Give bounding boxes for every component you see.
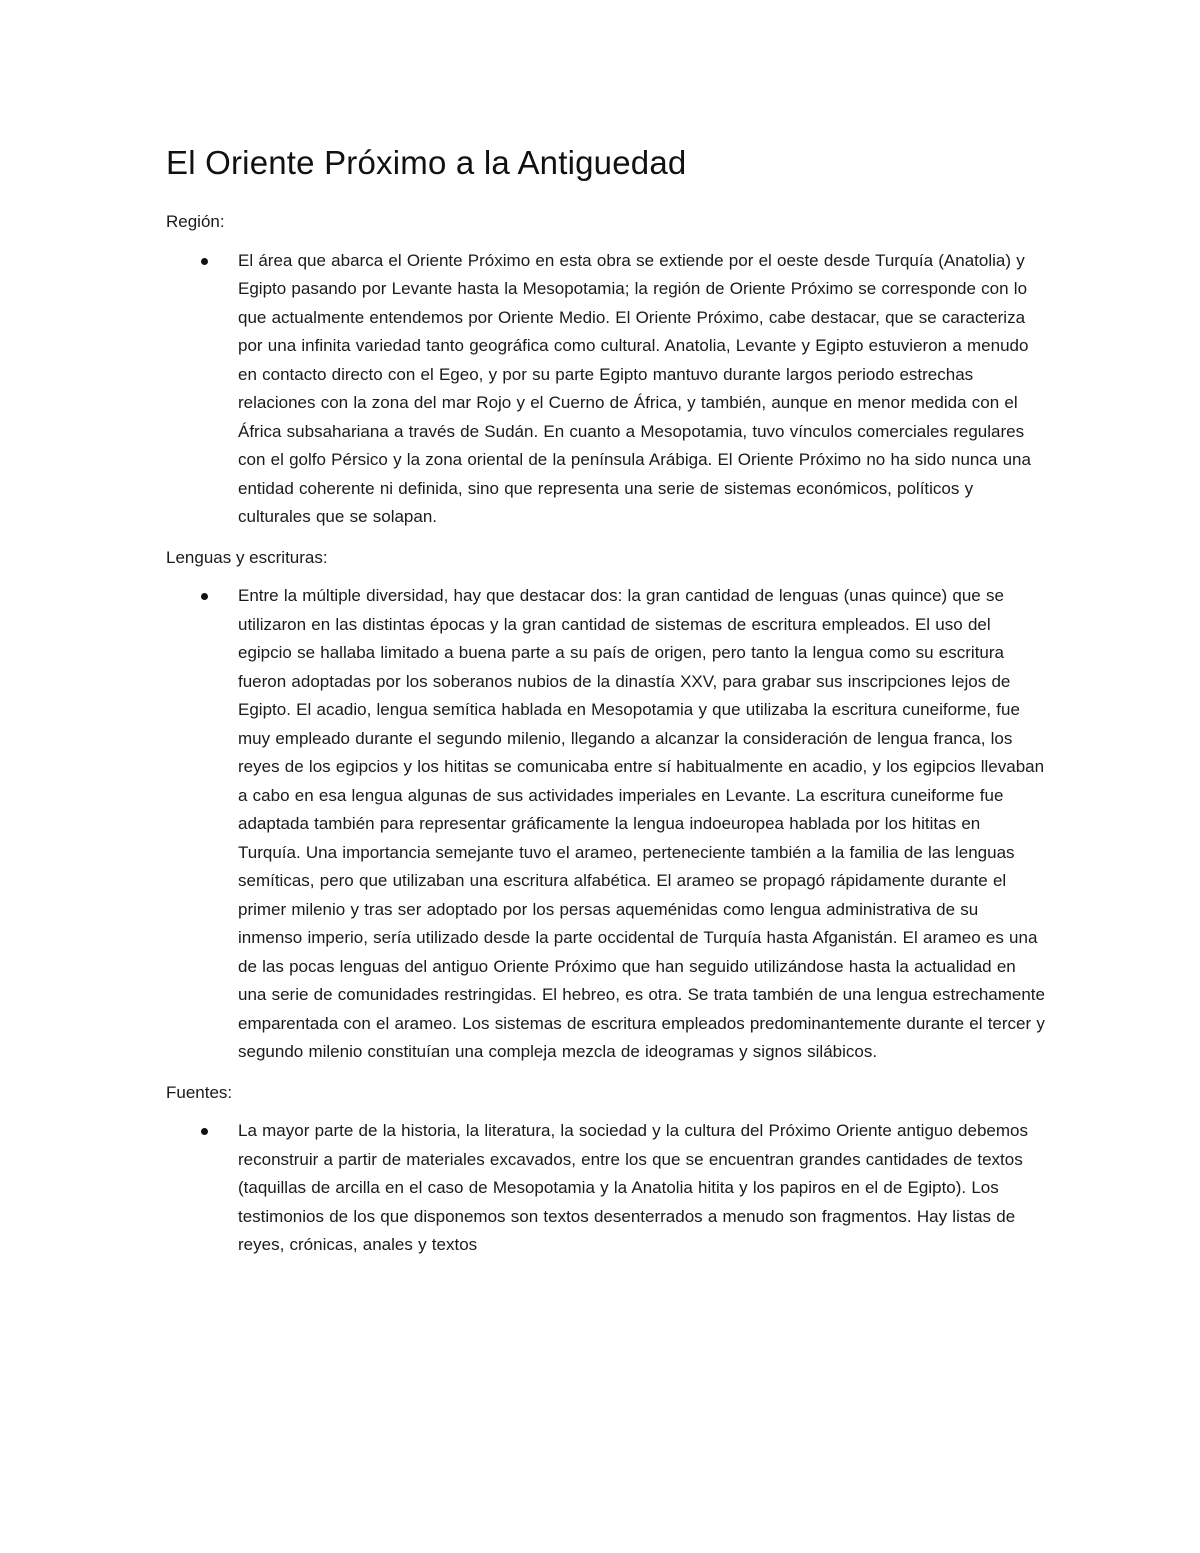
bullet-text: La mayor parte de la historia, la literatura, la sociedad y la cultura del Próximo Oriente antiguo debemos reconstruir a partir de materiales excavados, entre los que se encuentran grandes cantidades de textos (taquillas de arcilla en el caso de Mesopotamia y la Anatolia hitita y los papiros en el de Egipto). Los testimonios de los que disponemos son textos desenterrados a menudo son fragmentos. Hay listas de reyes, crónicas, anales y textos	[238, 1121, 1028, 1254]
list-item	[166, 582, 1046, 1067]
document-body	[166, 140, 1046, 1272]
bullet-icon	[201, 1128, 208, 1135]
section-heading-sources: Fuentes:	[166, 1082, 233, 1102]
document-title: El Oriente Próximo a la Antiguedad	[166, 144, 687, 181]
list-item	[166, 1117, 1046, 1260]
bullet-text: Entre la múltiple diversidad, hay que destacar dos: la gran cantidad de lenguas (unas quince) que se utilizaron en las distintas épocas y la gran cantidad de sistemas de escritura empleados. El uso del egipcio se hallaba limitado a buena parte a su país de origen, pero tanto la lengua como su escritura fueron adoptadas por los soberanos nubios de la dinastía XXV, para grabar sus inscripciones lejos de Egipto. El acadio, lengua semítica hablada en Mesopotamia y que utilizaba la escritura cuneiforme, fue muy empleado durante el segundo milenio, llegando a alcanzar la consideración de lengua franca, los reyes de los egipcios y los hititas se comunicaba entre sí habitualmente en acadio, y los egipcios llevaban a cabo en esa lengua algunas de sus actividades imperiales en Levante. La escritura cuneiforme fue adaptada también para representar gráficamente la lengua indoeuropea hablada por los hititas en Turquía. Una importancia semejante tuvo el arameo, perteneciente también a la familia de las lenguas semíticas, pero que utilizaban una escritura alfabética. El arameo se propagó rápidamente durante el primer milenio y tras ser adoptado por los persas aqueménidas como lengua administrativa de su inmenso imperio, sería utilizado desde la parte occidental de Turquía hasta Afganistán. El arameo es una de las pocas lenguas del antiguo Oriente Próximo que han seguido utilizándose hasta la actualidad en una serie de comunidades restringidas. El hebreo, es otra. Se trata también de una lengua estrechamente emparentada con el arameo. Los sistemas de escritura empleados predominantemente durante el tercer y segundo milenio constituían una compleja mezcla de ideogramas y signos silábicos.	[238, 586, 1045, 1061]
bullet-list-languages	[166, 582, 1046, 1067]
bullet-icon	[201, 593, 208, 600]
section-heading-languages: Lenguas y escrituras:	[166, 547, 328, 567]
bullet-list-sources	[166, 1117, 1046, 1260]
list-item	[166, 247, 1046, 532]
section-heading-region: Región:	[166, 212, 225, 231]
bullet-icon	[201, 258, 208, 265]
bullet-text: El área que abarca el Oriente Próximo en esta obra se extiende por el oeste desde Turquía (Anatolia) y Egipto pasando por Levante hasta la Mesopotamia; la región de Oriente Próximo se corresponde con lo que actualmente entendemos por Oriente Medio. El Oriente Próximo, cabe destacar, que se caracteriza por una infinita variedad tanto geográfica como cultural. Anatolia, Levante y Egipto estuvieron a menudo en contacto directo con el Egeo, y por su parte Egipto mantuvo durante largos periodo estrechas relaciones con la zona del mar Rojo y el Cuerno de África, y también, aunque en menor medida con el África subsahariana a través de Sudán. En cuanto a Mesopotamia, tuvo vínculos comerciales regulares con el golfo Pérsico y la zona oriental de la península Arábiga. El Oriente Próximo no ha sido nunca una entidad coherente ni definida, sino que representa una serie de sistemas económicos, políticos y culturales que se solapan.	[238, 250, 1031, 526]
bullet-list-region	[166, 247, 1046, 532]
